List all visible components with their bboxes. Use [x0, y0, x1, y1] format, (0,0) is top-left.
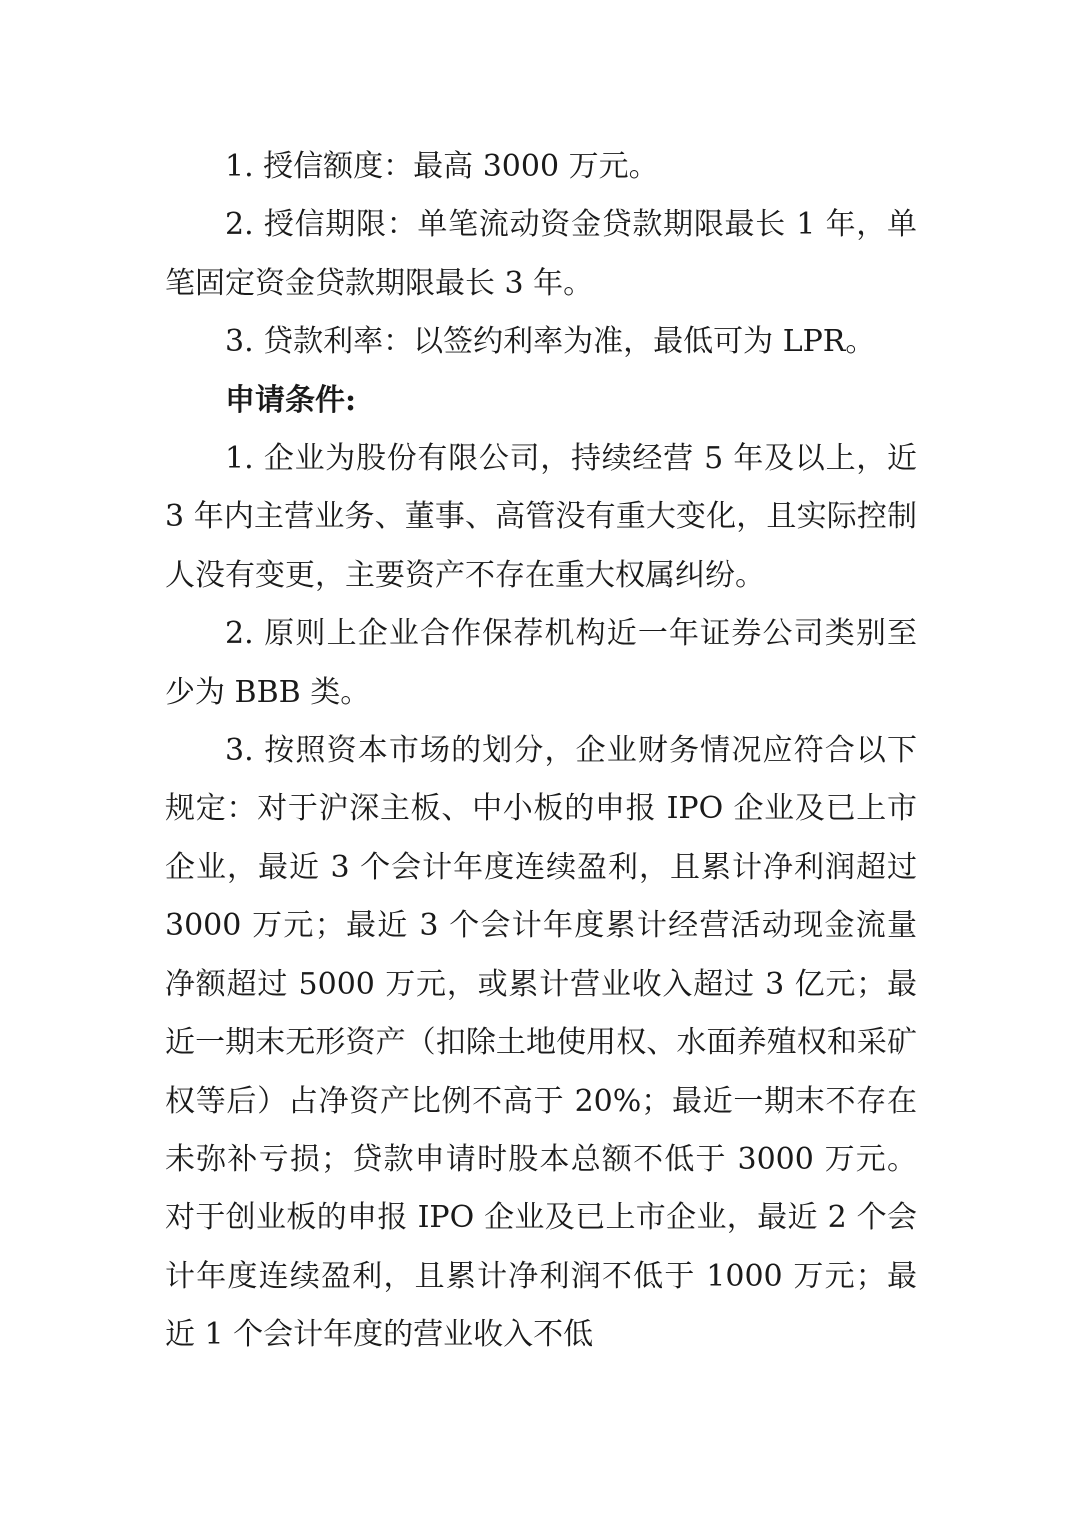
section-heading: 申请条件:: [225, 382, 357, 418]
document-body: [165, 138, 917, 1365]
condition-paragraph: 1. 企业为股份有限公司，持续经营 5 年及以上，近 3 年内主营业务、董事、高管没有重大变化，且实际控制人没有变更，主要资产不存在重大权属纠纷。: [165, 441, 917, 593]
loan-rate-paragraph: 3. 贷款利率：以签约利率为准，最低可为 LPR。: [225, 324, 876, 360]
condition-paragraph: 3. 按照资本市场的划分，企业财务情况应符合以下规定：对于沪深主板、中小板的申报 IPO 企业及已上市企业，最近 3 个会计年度连续盈利，且累计净利润超过 3000 万元；最近 3 个会计年度累计经营活动现金流量净额超过 5000 万元，或累计营业收入超过 3 亿元；最近一期末无形资产（扣除土地使用权、水面养殖权和采矿权等后）占净资产比例不高于 20%；最近一期末不存在未弥补亏损；贷款申请时股本总额不低于 3000 万元。对于创业板的申报 IPO 企业及已上市企业，最近 2 个会计年度连续盈利，且累计净利润不低于 1000 万元；最近 1 个会计年度的营业收入不低: [165, 733, 917, 1353]
credit-term-paragraph: 2. 授信期限：单笔流动资金贷款期限最长 1 年，单笔固定资金贷款期限最长 3 年。: [165, 207, 917, 301]
condition-paragraph: 2. 原则上企业合作保荐机构近一年证券公司类别至少为 BBB 类。: [165, 616, 917, 710]
credit-limit-paragraph: 1. 授信额度：最高 3000 万元。: [225, 149, 659, 184]
